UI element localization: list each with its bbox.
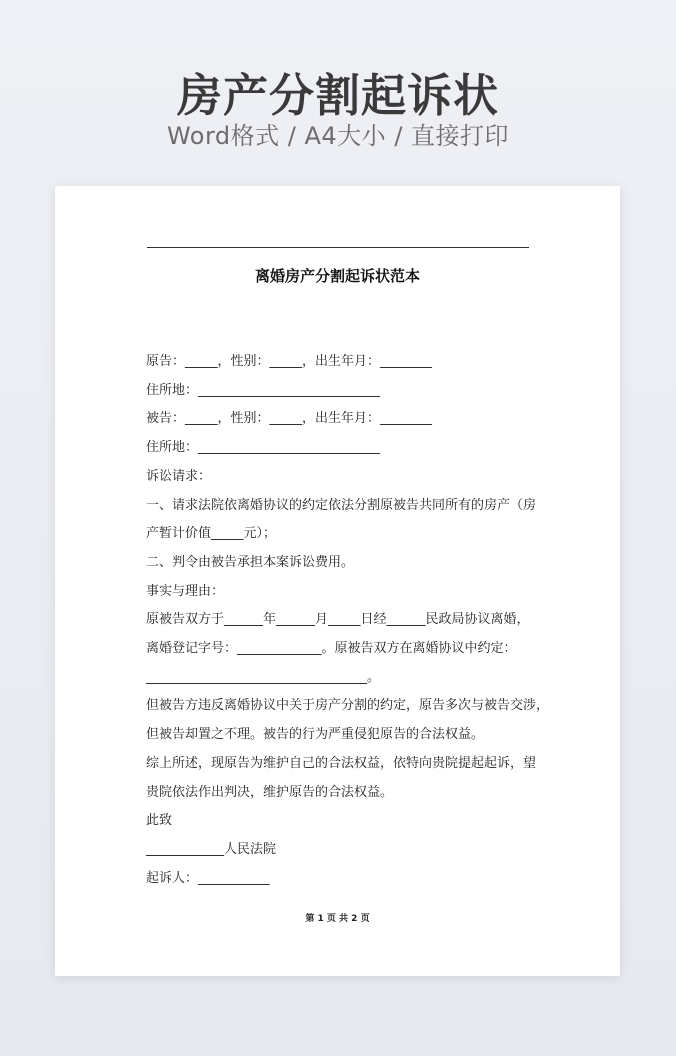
claim-1-line-1: 一、请求法院依离婚协议的约定依法分割原被告共同所有的房产（房: [146, 498, 537, 513]
facts-line-4: 但被告方违反离婚协议中关于房产分割的约定，原告多次与被告交涉，: [146, 698, 550, 713]
claims-heading: 诉讼请求：: [146, 469, 212, 484]
page-title: 房产分割起诉状: [176, 69, 499, 122]
document-page: [55, 186, 620, 976]
defendant-address-line: 住所地：____________________________: [146, 440, 381, 455]
conclusion-line-2: 贵院依法作出判决，维护原告的合法权益。: [146, 785, 394, 800]
facts-line-2: 离婚登记字号：_____________。原被告双方在离婚协议中约定：: [146, 641, 517, 656]
conclusion-line-1: 综上所述，现原告为维护自己的合法权益，依特向贵院提起起诉，望: [146, 756, 537, 771]
facts-line-5: 但被告却置之不理。被告的行为严重侵犯原告的合法权益。: [146, 727, 485, 742]
court-line: ____________人民法院: [146, 842, 277, 857]
plaintiff-line: 原告：_____，性别：_____，出生年月：________: [146, 354, 433, 369]
document-title: 离婚房产分割起诉状范本: [254, 267, 420, 285]
defendant-line: 被告：_____，性别：_____，出生年月：________: [146, 411, 433, 426]
facts-line-1: 原被告双方于______年______月_____日经______民政局协议离婚，: [146, 612, 530, 627]
facts-line-3: __________________________________。: [146, 670, 381, 685]
claim-1-line-2: 产暂计价值_____元）；: [146, 526, 277, 541]
facts-heading: 事实与理由：: [146, 584, 225, 599]
salutation: 此致: [146, 813, 173, 828]
page-number: 第 1 页 共 2 页: [305, 914, 370, 924]
page-subtitle: Word格式 / A4大小 / 直接打印: [166, 122, 510, 150]
claim-2-line: 二、判令由被告承担本案诉讼费用。: [146, 555, 355, 570]
signature-line: 起诉人：___________: [146, 871, 270, 886]
plaintiff-address-line: 住所地：____________________________: [146, 383, 381, 398]
header-rule: [147, 247, 529, 248]
